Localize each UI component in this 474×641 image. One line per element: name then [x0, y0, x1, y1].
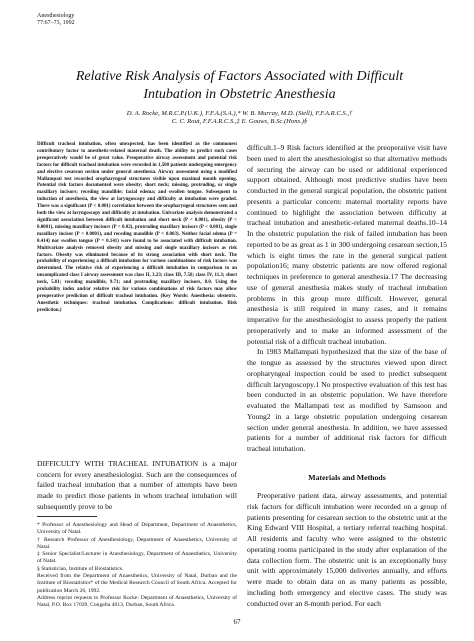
- abstract: Difficult tracheal intubation, often unexpected, has been identified as the commonest contributory factor to anesthetic-related maternal death. The ability to predict such cases preoperatively would be of great value. Preoperative airway assessment and potential risk factors for difficult tracheal intubation were recorded in 1,500 patients undergoing emergency and elective cesarean section under general anesthesia. Airway assessment using a modified Mallampati test recorded oropharyngeal structures visible upon maximal mouth opening. Potential risk factors documented were obesity; short neck; missing, protruding, or single maxillary incisors; receding mandible; facial edema; and swollen tongue. Subsequent to induction of anesthesia, the view at laryngoscopy and difficulty at intubation were graded. There was a significant (P < 0.001) correlation between the oropharyngeal structures seen and both the view at laryngoscopy and difficulty at intubation. Univariate analysis demonstrated a significant association between difficult intubation and short neck (P < 0.001), obesity (P < 0.0001), missing maxillary incisors (P < 0.02), protruding maxillary incisors (P < 0.001), single maxillary incisor (P < 0.0001), and receding mandible (P < 0.003). Neither facial edema (P = 0.414) nor swollen tongue (P = 0.141) were found to be associated with difficult intubation. Multivariate analysis removed obesity and missing and single maxillary incisors as risk factors. Obesity was eliminated because of its strong association with short neck. The probability of experiencing a difficult intubation for various combinations of risk factors was determined. The relative risk of experiencing a difficult intubation in comparison to an uncomplicated class I airway assessment was class II, 3.23; class III, 7.58; class IV, 11.3; short neck, 5.01; receding mandible, 9.71; and protruding maxillary incisors, 8.0. Using the probability index and/or relative risk for various combinations of risk factors may allow preoperative prediction of difficult tracheal intubation. (Key Words: Anesthesia: obstetric. Anesthetic techniques: tracheal intubation. Complications: difficult intubation. Risk prediction.): [37, 142, 237, 313]
- journal-name: Anesthesiology: [37, 13, 75, 19]
- right-column-body: [247, 143, 447, 455]
- footnote-reprints: Address reprint requests to Professor Rocke: Department of Anaesthetics, University of Natal, P.O. Box 17039, Congella 4013, Durban, South Africa.: [37, 594, 237, 609]
- footnote-received: Received from the Department of Anaesthetics, University of Natal, Durban and the Institute of Biostatistics* of the Medical Research Council of South Africa. Accepted for publication March 26, 1992.: [37, 573, 237, 594]
- footnote-2: † Research Professor of Anesthesiology, Department of Anaesthetics, University of Natal.: [37, 536, 237, 550]
- footnote-4: § Statistician, Institute of Biostatistics.: [37, 565, 124, 572]
- footnote-3: ‡ Senior Specialist/Lecturer in Anesthesiology, Department of Anaesthetics, University of Natal.: [37, 551, 237, 565]
- article-title: [37, 68, 442, 104]
- introduction-paragraph: DIFFICULTY WITH TRACHEAL INTUBATION is a major concern for every anesthesiologist. Such are the consequences of failed tracheal intubation that a number of attempts have been made to predict those patients in whom tracheal intubation will subsequently prove to be: [37, 459, 237, 511]
- body-paragraph-1: difficult.1–9 Risk factors identified at the preoperative visit have been used to alert the anesthesiologist so that alternative methods of securing the airway can be used or additional experienced support obtained. Although most predictive studies have been conducted in the general surgical population, the obstetric patient presents a particular concern: maternal mortality reports have continued to highlight the association between difficulty at tracheal intubation and anesthetic-related maternal deaths.10–14 In the obstetric population the risk of failed intubation has been reported to be as great as 1 in 300 undergoing cesarean section,15 which is eight times the rate in the general surgical patient population16; many obstetric patients are now offered regional techniques in preference to general anesthesia.17 The decreasing use of general anesthesia makes study of tracheal intubation problems in this group more difficult. However, general anesthesia is still required in many cases, and it remains imperative for the anesthesiologist to assess properly the patient preoperatively and to make an informed assessment of the potential risk of a difficult tracheal intubation.: [247, 143, 447, 346]
- title-line-2: Intubation in Obstetric Anesthesia: [143, 87, 336, 102]
- section-heading-methods: Materials and Methods: [308, 473, 386, 482]
- footnote-1: * Professor of Anesthesiology and Head of Department, Department of Anaesthetics, University of Natal.: [37, 522, 237, 536]
- authors-line-2: C. C. Rout, F.F.A.R.C.S.,‡ E. Gouws, B.Sc.(Hons.)§: [171, 118, 308, 125]
- footnote-divider: [37, 516, 97, 517]
- body-paragraph-2: In 1983 Mallampati hypothesized that the size of the base of the tongue as assessed by the structures viewed upon direct oropharyngeal inspection could be used to predict subsequent difficult laryngoscopy.1 No prospective evaluation of this test has been conducted in an obstetric population. We have therefore evaluated the Mallampati test as modified by Samsoon and Young2 in a large obstetric population undergoing cesarean section under general anesthesia. In addition, we have assessed patients for a number of additional risk factors for difficult tracheal intubation.: [247, 347, 447, 453]
- authors-line-1: D. A. Rocke, M.R.C.P.(U.K.), F.F.A.(S.A.),* W. B. Murray, M.D. (Stell), F.F.A.R.C.S.,†: [126, 110, 353, 117]
- title-line-1: Relative Risk Analysis of Factors Associated with Difficult: [75, 69, 404, 84]
- journal-header: [37, 13, 75, 27]
- page-number: 67: [233, 618, 241, 626]
- author-list: [37, 110, 442, 126]
- methods-paragraph: Preoperative patient data, airway assessments, and potential risk factors for difficult intubation were recorded on a group of patients presenting for cesarean section to the obstetric unit at the King Edward VIII Hospital, a tertiary referral teaching hospital. All residents and faculty who were assigned to the obstetric operating rooms participated in the study after explanation of the data collection form. The obstetric unit is an exceptionally busy unit with approximately 15,000 deliveries annually, and efforts were made to obtain data on as many patients as possible, including both emergency and elective cases. The study was conducted over an 8-month period. For each: [247, 491, 447, 608]
- journal-citation: 77:67–73, 1992: [37, 20, 75, 26]
- footnotes: [37, 522, 237, 610]
